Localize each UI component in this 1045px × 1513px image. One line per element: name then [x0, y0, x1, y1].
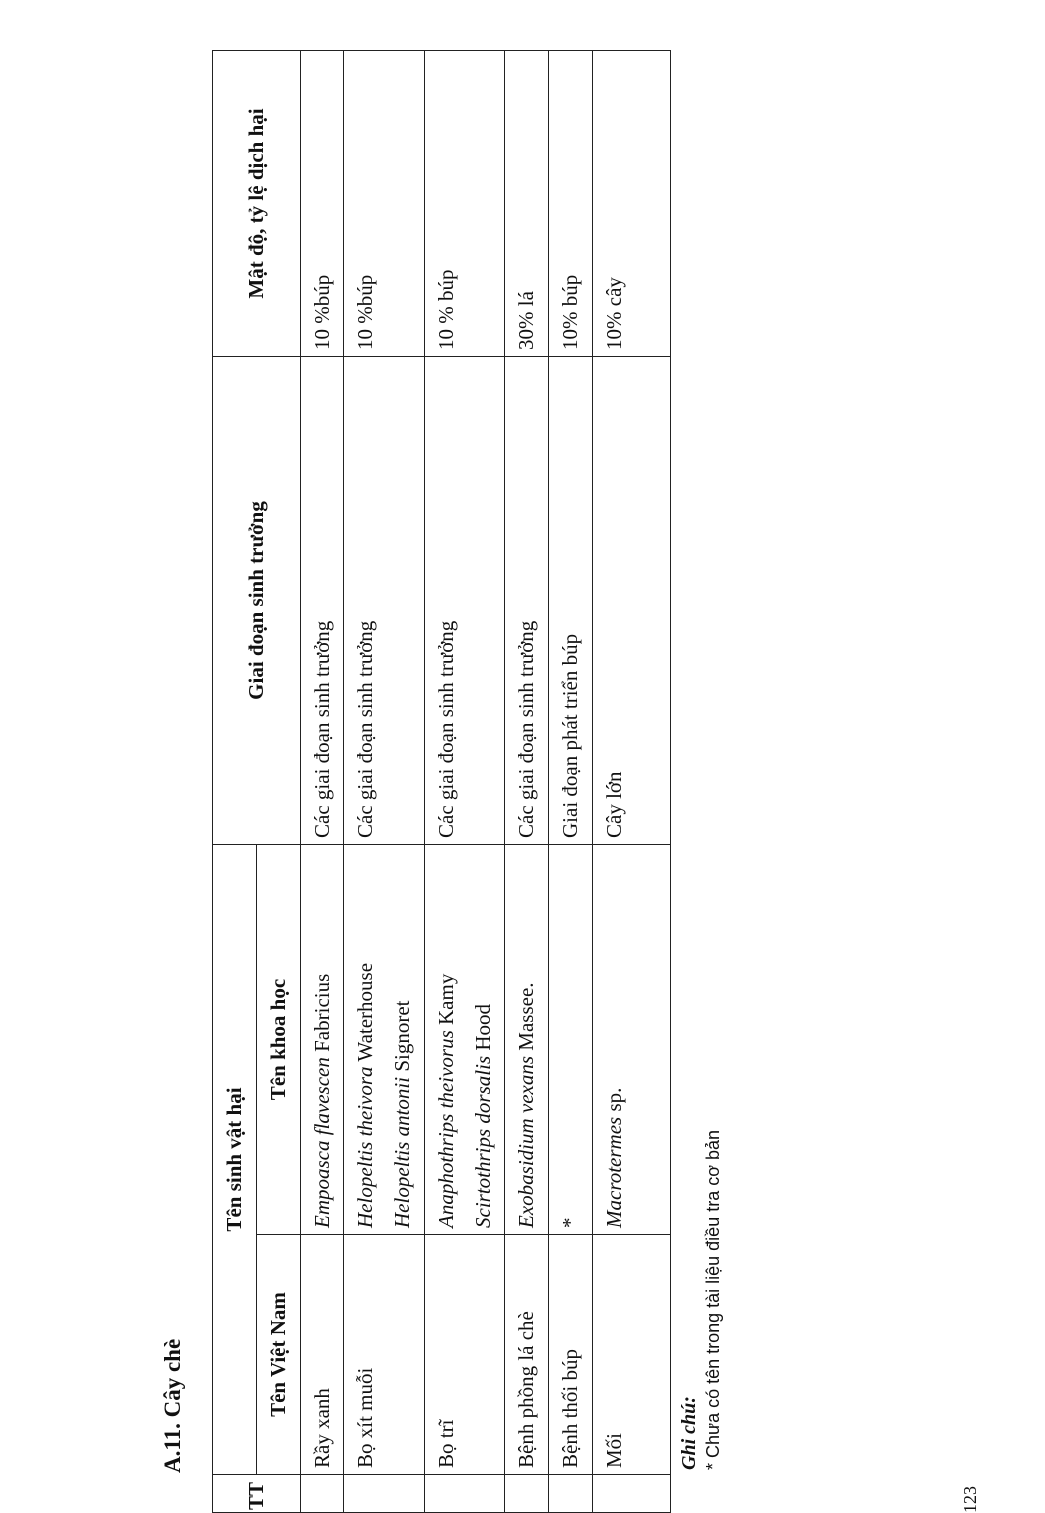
row-stt [592, 1475, 670, 1513]
row-vn-name: Mối [592, 1235, 670, 1475]
table-row [505, 50, 549, 1512]
sci-genus: Empoasca flavescen [309, 1057, 334, 1228]
row-stt [300, 1475, 344, 1513]
sci-name-line [347, 851, 384, 1228]
section-title: A.11. Cây chè [160, 1338, 185, 1473]
sci-genus: Anaphothrips theivorus [433, 1030, 458, 1228]
header-stt: TT [213, 1475, 301, 1513]
sci-name-line [552, 851, 589, 1228]
table-row [344, 50, 425, 1512]
row-stt [424, 1475, 505, 1513]
sci-author: Fabricius [309, 973, 334, 1058]
sci-author: Kamy [433, 973, 458, 1031]
sci-genus: Helopeltis antonii [390, 1076, 414, 1228]
row-sci-name [424, 844, 505, 1234]
row-vn-name: Bọ xít muỗi [344, 1235, 425, 1475]
row-vn-name: Bệnh phồng lá chè [505, 1235, 549, 1475]
note-item: * Chưa có tên trong tài liệu điều tra cơ bản [703, 1129, 723, 1470]
table-row [549, 50, 593, 1512]
row-sci-name [592, 844, 670, 1234]
sci-author: Massee. [514, 982, 539, 1056]
row-stage: Các giai đoạn sinh trưởng [300, 356, 344, 844]
header-density: Mật độ, tỷ lệ dịch hại [213, 50, 301, 356]
row-density: 10 %búp [344, 50, 425, 356]
sci-name-line [596, 851, 633, 1228]
row-stage: Các giai đoạn sinh trưởng [424, 356, 505, 844]
header-vn-name: Tên Việt Nam [256, 1235, 300, 1475]
pest-table-body [300, 50, 670, 1512]
note-title: Ghi chú: [678, 1396, 700, 1470]
row-density: 30% lá [505, 50, 549, 356]
row-vn-name: Bọ trĩ [424, 1235, 505, 1475]
row-vn-name: Rầy xanh [300, 1235, 344, 1475]
header-stage: Giai đoạn sinh trưởng [213, 356, 301, 844]
row-density: 10% cây [592, 50, 670, 356]
row-density: 10 % búp [424, 50, 505, 356]
row-stage: Cây lớn [592, 356, 670, 844]
sci-genus: Scirtothrips dorsalis [470, 1055, 495, 1228]
row-sci-name [300, 844, 344, 1234]
row-sci-name [344, 844, 425, 1234]
sci-genus: Macrotermes [601, 1116, 626, 1228]
header-pest-name-group: Tên sinh vật hại [213, 844, 257, 1474]
row-vn-name: Bệnh thối búp [549, 1235, 593, 1475]
row-stage: Các giai đoạn sinh trưởng [344, 356, 425, 844]
sci-name-line [508, 851, 545, 1228]
row-stt [549, 1475, 593, 1513]
row-stage: Giai đoạn phát triển búp [549, 356, 593, 844]
sci-name-line [465, 851, 502, 1228]
sci-genus: Exobasidium vexans [514, 1055, 539, 1228]
row-sci-name [549, 844, 593, 1234]
sci-genus: Helopeltis theivora [353, 1066, 378, 1228]
table-row [424, 50, 505, 1512]
table-row [592, 50, 670, 1512]
sci-author: sp. [601, 1087, 626, 1117]
sci-name-line [384, 851, 421, 1228]
page-number: 123 [960, 1486, 980, 1513]
sci-name-line [428, 851, 465, 1228]
sci-name-line [304, 851, 341, 1228]
table-row [300, 50, 344, 1512]
row-stt [505, 1475, 549, 1513]
sci-author: Waterhouse [353, 962, 378, 1067]
row-density: 10% búp [549, 50, 593, 356]
row-sci-name [505, 844, 549, 1234]
row-stage: Các giai đoạn sinh trưởng [505, 356, 549, 844]
sci-author: * [558, 1217, 582, 1228]
pest-table [212, 50, 671, 1513]
sci-author: Hood [470, 1003, 495, 1056]
header-sci-name: Tên khoa học [256, 844, 300, 1234]
row-density: 10 %búp [300, 50, 344, 356]
row-stt [344, 1475, 425, 1513]
sci-author: Signoret [390, 1000, 414, 1077]
